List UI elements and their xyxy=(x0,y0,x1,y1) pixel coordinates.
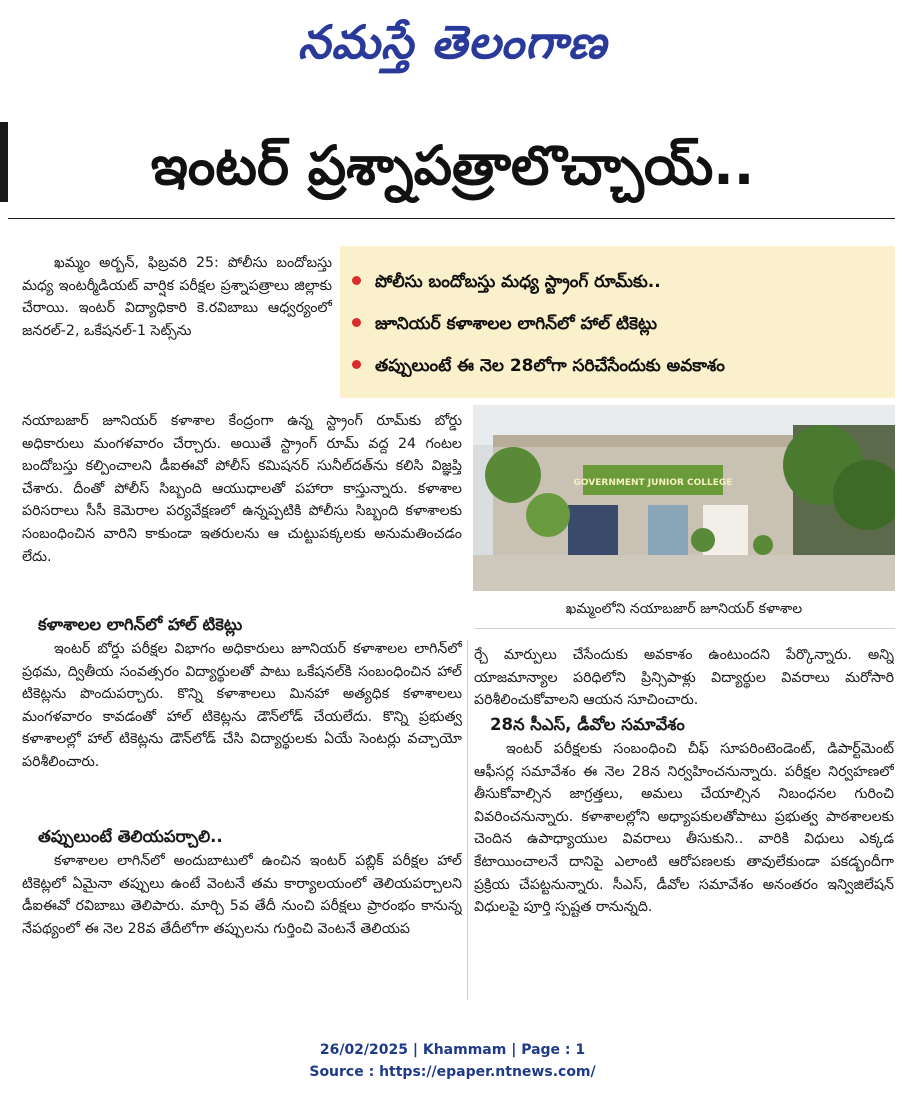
right-paragraph-1: ర్చే మార్పులు చేసేందుకు అవకాశం ఉంటుందని పేర్కొన్నారు. అన్ని యాజమాన్యాల పరిధిలోని ప్రిన్సిపాళ్లు విద్యార్థుల వివరాలు మరోసారి పరిశీలించుకోవాలని ఆయన సూచించారు. xyxy=(474,647,894,709)
photo-caption: ఖమ్మంలోని నయాబజార్ జూనియర్ కళాశాల xyxy=(565,601,803,617)
headline xyxy=(0,118,905,214)
paragraph-corrections: కళాశాలల లాగిన్‌లో అందుబాటులో ఉంచిన ఇంటర్ పబ్లిక్ పరీక్షల హాల్ టికెట్లలో ఏమైనా తప్పులు ఉంటే వెంటనే తమ కార్యాలయంలో తెలియపర్చాలని డీఐఈవో రవిబాబు తెలిపారు. మార్చి 5వ తేదీ నుంచి పరీక్షలు ప్రారంభం కానున్న నేపథ్యంలో ఈ నెల 28వ తేదీలోగా తప్పులను గుర్తించి వెంటనే తెలియప xyxy=(22,853,462,937)
headline-text: ఇంటర్ ప్రశ్నాపత్రాలొచ్చాయ్.. xyxy=(150,134,755,197)
highlight-item-2 xyxy=(352,312,657,336)
bullet-icon xyxy=(352,318,361,327)
lead-paragraph-narrow xyxy=(22,252,332,410)
college-building-image xyxy=(473,405,895,591)
right-column xyxy=(474,644,894,963)
highlight-item-1 xyxy=(352,270,661,294)
bullet-icon xyxy=(352,276,361,285)
left-column-lower xyxy=(22,612,462,963)
highlight-text-3: తప్పులుంటే ఈ నెల 28లోగా సరిచేసేందుకు అవకాశం xyxy=(375,356,725,376)
bullet-icon xyxy=(352,360,361,369)
highlight-text-2: జూనియర్ కళాశాలల లాగిన్‌లో హాల్ టికెట్లు xyxy=(375,314,658,334)
masthead-logo-text: నమస్తే తెలంగాణ xyxy=(297,15,608,69)
right-paragraph-2: ఇంటర్ పరీక్షలకు సంబంధించి చీఫ్ సూపరింటెండెంట్, డిపార్ట్‌మెంట్ ఆఫీసర్ల సమావేశం ఈ నెల 28న నిర్వహించనున్నారు. పరీక్షల నిర్వహణలో తీసుకోవాల్సిన జాగ్రత్తలు, అమలు చేయాల్సిన నిబంధనల గురించి వివరించనున్నారు. కళాశాలల్లోని అధ్యాపకులతోపాటు ప్రభుత్వ పాఠశాలలకు చెందిన ఉపాధ్యాయుల వివరాలు తీసుకుని.. వారికి విధులు ఎక్కడ కేటాయించాలనే దానిపై ఎలాంటి ఆరోపణలకు తావులేకుండా పకడ్బందీగా ప్రక్రియ చేపట్టనున్నారు. సీఎస్, డీవోల సమావేశం అనంతరం ఇన్విజిలేషన్ విధులపై పూర్తి స్పష్టత రానున్నది. xyxy=(474,741,894,916)
lead-paragraph-continued xyxy=(22,410,462,610)
headline-rule xyxy=(8,218,895,219)
college-photo xyxy=(473,405,895,591)
highlight-item-3 xyxy=(352,354,725,378)
column-divider xyxy=(467,640,468,1000)
subhead-corrections: తప్పులుంటే తెలియపర్చాలి.. xyxy=(38,827,223,846)
masthead xyxy=(0,6,905,78)
footer-source: Source : https://epaper.ntnews.com/ xyxy=(309,1064,596,1080)
lead-paragraph-rest: నయాబజార్ జూనియర్ కళాశాల కేంద్రంగా ఉన్న స్ట్రాంగ్ రూమ్‌కు బోర్డు అధికారులు మంగళవారం చేర్చారు. అయితే స్ట్రాంగ్ రూమ్ వద్ద 24 గంటల బందోబస్తు కల్పించాలని డీఐఈవో పోలీస్ కమిషనర్ సునీల్‌దత్‌ను కలిసి విజ్ఞప్తి చేశారు. దీంతో పోలీస్ సిబ్బంది ఆయుధాలతో పహారా కాస్తున్నారు. కళాశాల పరిసరాలు సీసీ కెమెరాల పర్యవేక్షణలో ఉన్నప్పటికి పోలీసు సిబ్బంది కళాశాలకు సంబంధించిన వారిని కాకుండా ఇతరులను ఆ చుట్టుపక్కలకు అనుమతించడం లేదు. xyxy=(22,413,462,565)
college-sign: GOVERNMENT JUNIOR COLLEGE xyxy=(573,478,733,488)
footer-dateline: 26/02/2025 | Khammam | Page : 1 xyxy=(319,1042,586,1058)
highlights-box xyxy=(340,246,895,398)
subhead-hall-tickets: కళాశాలల లాగిన్‌లో హాల్ టికెట్లు xyxy=(38,615,243,634)
paragraph-hall-tickets: ఇంటర్ బోర్డు పరీక్షల విభాగం అధికారులు జూనియర్ కళాశాలల లాగిన్‌లో ప్రథమ, ద్వితీయ సంవత్సరం విద్యార్థులతో పాటు ఒకేషనల్‌కి సంబంధించిన హాల్ టికెట్లను పొందుపర్చారు. కొన్ని కళాశాలలు మినహా అత్యధిక కళాశాలలు మంగళవారం కావడంతో హాల్ టికెట్లను డౌన్‌లోడ్ చేయలేదు. కొన్ని ప్రభుత్వ కళాశాలల్లో హాల్ టికెట్లను డౌన్‌లోడ్ చేసి విద్యార్థులకు ఏయే సెంటర్లు వచ్చాయో పరిశీలించారు. xyxy=(22,641,462,770)
lead-paragraph: ఖమ్మం అర్బన్, ఫిబ్రవరి 25: పోలీసు బందోబస్తు మధ్య ఇంటర్మీడియట్ వార్షిక పరీక్షల ప్రశ్నాపత్రాలు జిల్లాకు చేరాయి. ఇంటర్ విద్యాధికారి కె.రవిబాబు ఆధ్వర్యంలో జనరల్-2, ఒకేషనల్-1 సెట్స్‌ను xyxy=(22,255,332,339)
highlight-text-1: పోలీసు బందోబస్తు మధ్య స్ట్రాంగ్ రూమ్‌కు.. xyxy=(375,272,661,292)
subhead-meeting: 28న సీఎస్, డీవోల సమావేశం xyxy=(490,715,685,734)
caption-rule xyxy=(475,628,895,629)
